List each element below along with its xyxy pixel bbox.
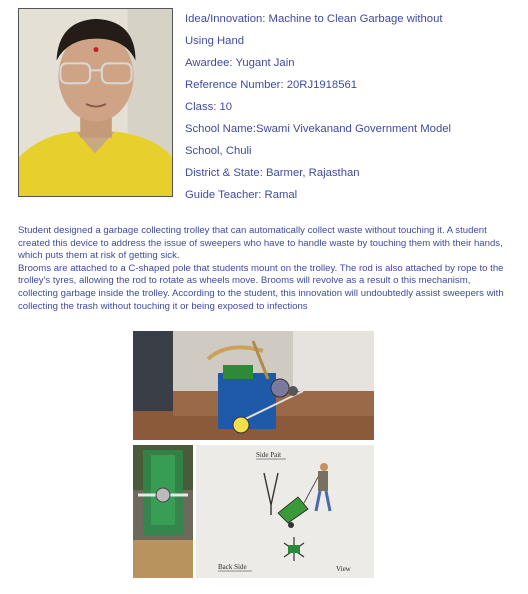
awardee-photo — [18, 8, 173, 197]
awardee-name: Awardee: Yugant Jain — [185, 57, 295, 69]
description-paragraph-2: Brooms are attached to a C-shaped pole that students mount on the trolley. The rod is also attached by rope to the trolley's tyres, allowing the rod to rotate as wheels move. Brooms will revolve as a result o this mechanism, collecting garbage inside the trolley. According to the student, this innovation will undoubtedly assist sweepers with collecting the trash without touching it or being exposed to infections — [18, 262, 504, 312]
idea-title-line2: Using Hand — [185, 35, 245, 47]
sketch-label-side: Side Pait — [256, 451, 282, 459]
guide-teacher: Guide Teacher: Ramal — [185, 189, 298, 201]
sketch-label-view: View — [336, 565, 351, 573]
school-name-line1: School Name:Swami Vivekanand Government Model — [185, 123, 452, 135]
idea-title-line1: Idea/Innovation: Machine to Clean Garbage without — [185, 13, 443, 25]
reference-number: Reference Number: 20RJ1918561 — [185, 79, 358, 91]
sketch-label-back: Back Side — [218, 563, 247, 571]
brush-detail-photo — [133, 445, 193, 578]
district-state: District & State: Barmer, Rajasthan — [185, 167, 360, 179]
description — [18, 225, 510, 313]
class-info: Class: 10 — [185, 101, 233, 113]
design-sketch — [196, 445, 374, 578]
school-name-line2: School, Chuli — [185, 145, 252, 157]
trolley-photo — [133, 331, 374, 440]
award-info — [185, 8, 520, 206]
description-paragraph-1: Student designed a garbage collecting trolley that can automatically collect waste without touching it. A student created this device to address the issue of sweepers who have to handle waste by touching them with their hands, which puts them at risk of getting sick. — [18, 225, 503, 262]
